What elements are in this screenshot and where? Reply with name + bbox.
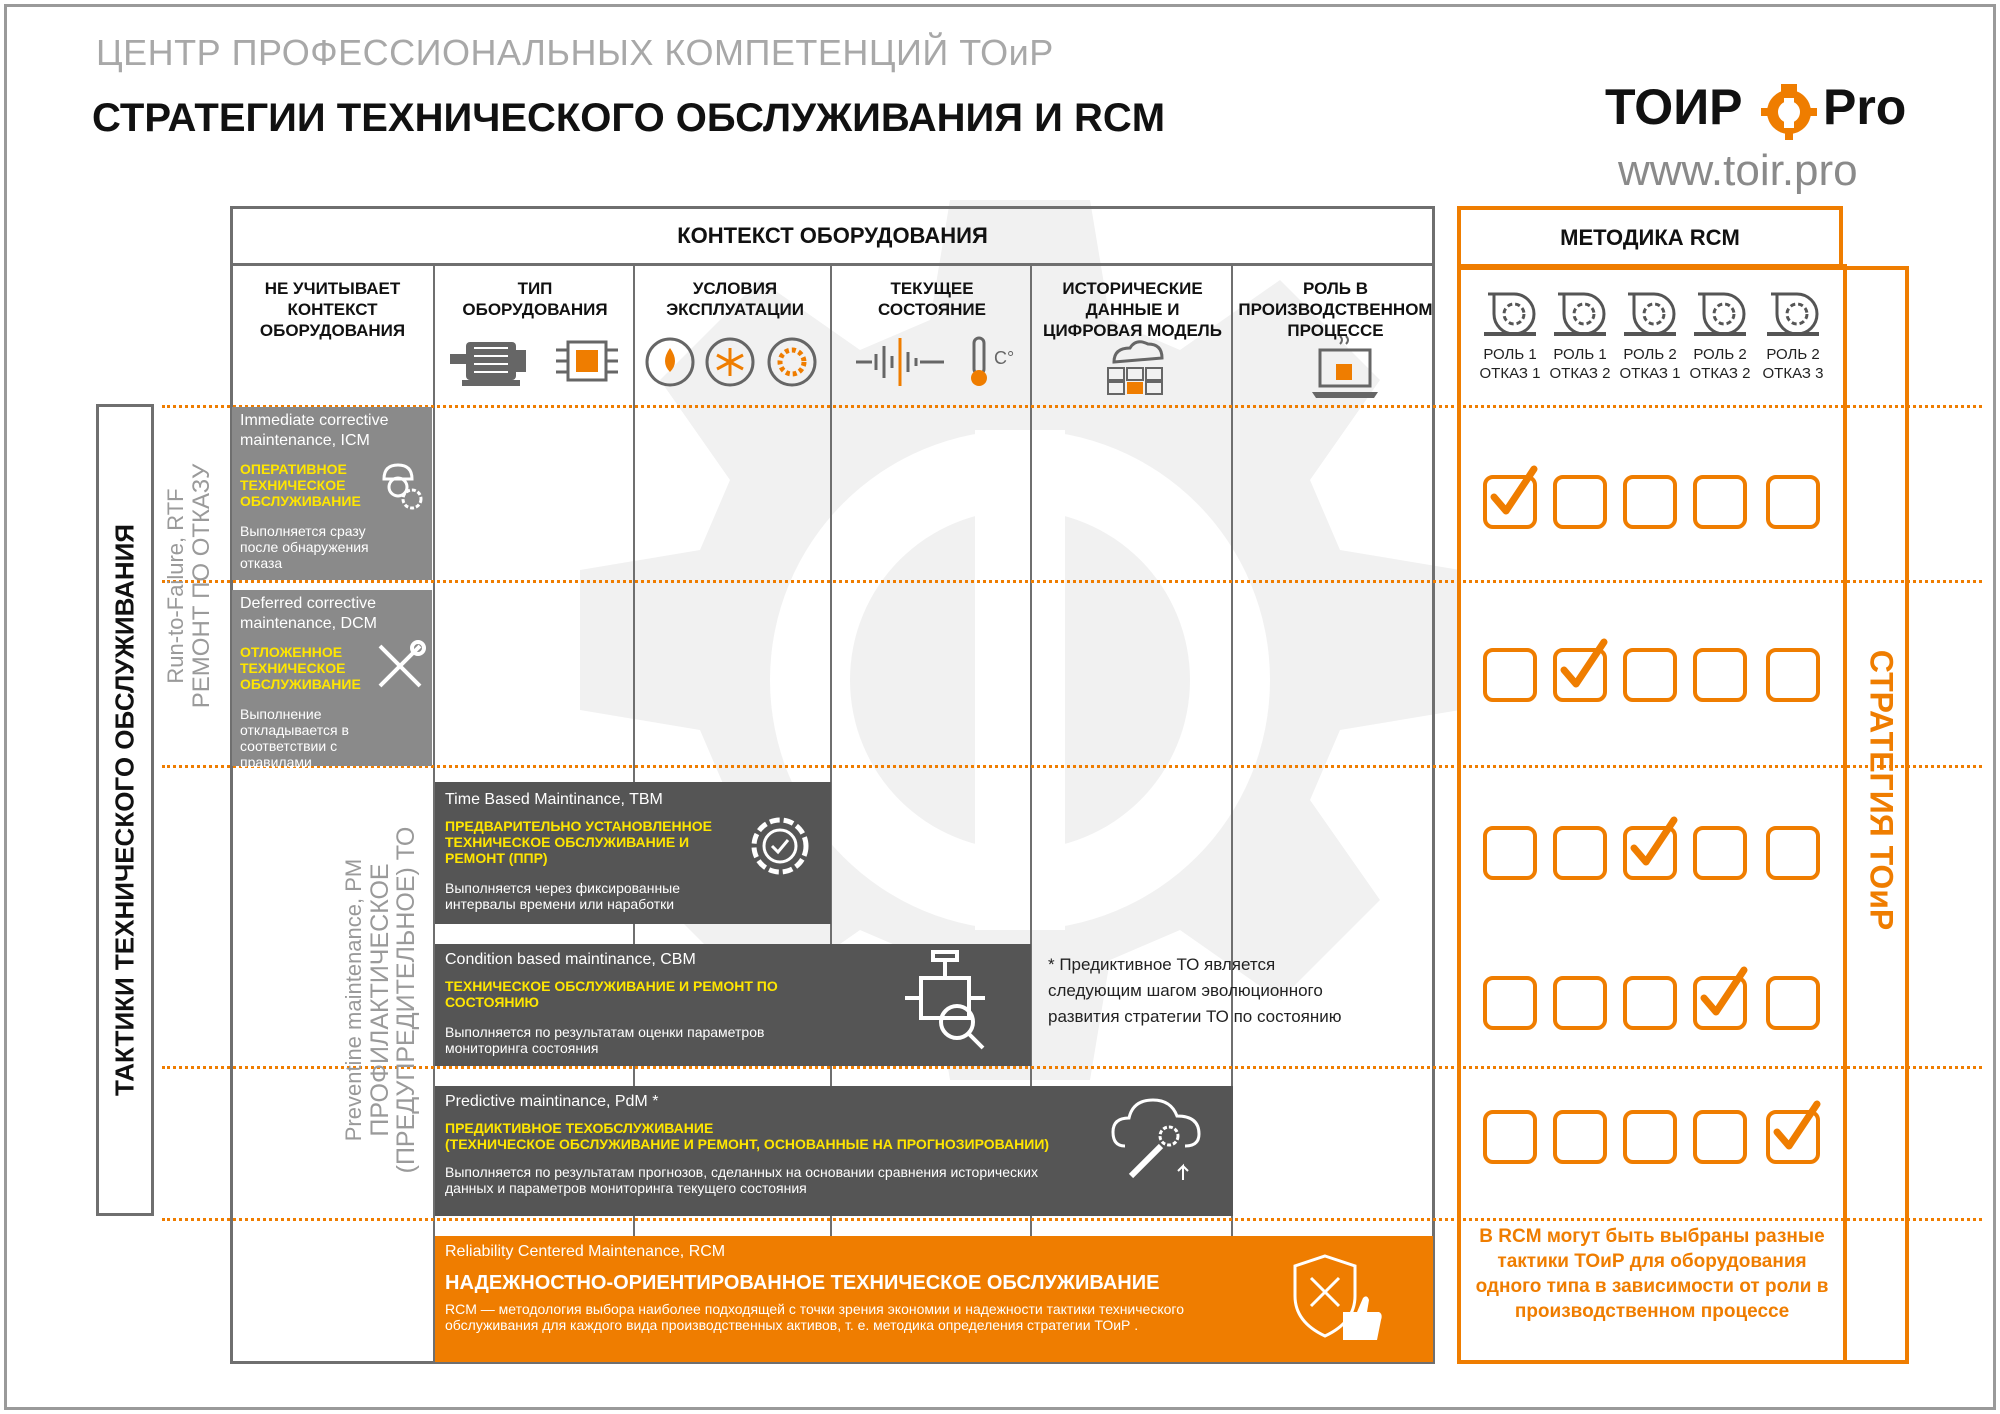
strategy-checkbox[interactable] (1623, 648, 1677, 702)
strategy-checkbox[interactable] (1766, 648, 1820, 702)
rcm-ru: НАДЕЖНОСТНО-ОРИЕНТИРОВАННОЕ ТЕХНИЧЕСКОЕ ОБСЛУЖИВАНИЕ (445, 1272, 1160, 1294)
column-title-current-state: ТЕКУЩЕЕ СОСТОЯНИЕ (878, 279, 986, 319)
dcm-cell (232, 590, 432, 770)
strategy-checkbox[interactable] (1553, 976, 1607, 1030)
role-line: РОЛЬ 1 (1483, 346, 1537, 363)
strategy-checkbox[interactable] (1693, 475, 1747, 529)
rcm-desc: RCM — методология выбора наиболее подходящей с точки зрения экономии и надежности тактики технического обслуживания для каждого вида производственных активов, т. е. методика определения стратегии ТОиР . (445, 1301, 1184, 1333)
strategy-checkbox[interactable] (1693, 826, 1747, 880)
brand-right: Pro (1823, 79, 1907, 135)
tbm-cell (435, 782, 831, 924)
check-mark-icon (1558, 638, 1612, 696)
role-label (1758, 345, 1828, 383)
cbm-en: Condition based maintinance, CBM (445, 951, 696, 968)
database-cloud-icon (1104, 338, 1166, 400)
wrench-screwdriver-icon (372, 638, 428, 694)
brand-gear-icon (1753, 78, 1825, 142)
failure-line: ОТКАЗ 1 (1479, 365, 1541, 382)
tbm-desc: Выполняется через фиксированные интервалы времени или наработки (445, 880, 681, 912)
pm-label (341, 827, 419, 1174)
rcm-note: В RCM могут быть выбраны разные тактики ТОиР для оборудования одного типа в зависимости от роли в производственном процессе (1475, 1226, 1829, 1322)
pump-icon (1552, 288, 1608, 338)
tbm-en: Time Based Maintinance, TBM (445, 791, 663, 808)
rcm-strategy-cell (435, 1236, 1433, 1362)
icm-en: Immediate corrective maintenance, ICM (240, 412, 389, 449)
pdm-cell (435, 1086, 1233, 1216)
tactics-side-label: ТАКТИКИ ТЕХНИЧЕСКОГО ОБСЛУЖИВАНИЯ (109, 524, 140, 1096)
pump-icon (1765, 288, 1821, 338)
strategy-checkbox[interactable] (1693, 1110, 1747, 1164)
brand-url[interactable]: www.toir.pro (1618, 146, 1858, 195)
context-header: КОНТЕКСТ ОБОРУДОВАНИЯ (230, 206, 1435, 266)
role-label (1545, 345, 1615, 383)
check-mark-icon (1628, 816, 1682, 874)
role-line: РОЛЬ 2 (1623, 346, 1677, 363)
strategy-checkbox[interactable] (1623, 475, 1677, 529)
failure-line: ОТКАЗ 3 (1762, 365, 1824, 382)
strategy-label: СТРАТЕГИЯ ТОиР (1863, 649, 1900, 931)
role-label (1615, 345, 1685, 383)
valve-magnifier-icon (903, 948, 993, 1060)
pump-icon (1482, 288, 1538, 338)
rtf-label (163, 464, 215, 708)
dcm-ru: ОТЛОЖЕННОЕ ТЕХНИЧЕСКОЕ ОБСЛУЖИВАНИЕ (240, 644, 361, 692)
strategy-checkbox[interactable] (1766, 976, 1820, 1030)
pump-icon (1622, 288, 1678, 338)
page-title: СТРАТЕГИИ ТЕХНИЧЕСКОГО ОБСЛУЖИВАНИЯ И RCM (92, 96, 1166, 140)
conditions-icons (644, 336, 824, 388)
pm-label-ru2: (ПРЕДУПРЕДИТЕЛЬНОЕ) ТО (392, 826, 420, 1174)
check-mark-icon (1771, 1100, 1825, 1158)
column-title-historical-data: ИСТОРИЧЕСКИЕ ДАННЫЕ И ЦИФРОВАЯ МОДЕЛЬ (1043, 279, 1222, 340)
strategy-checkbox[interactable] (1483, 826, 1537, 880)
column-title-role: РОЛЬ В ПРОИЗВОДСТВЕННОМ ПРОЦЕССЕ (1238, 279, 1433, 340)
column-title-equipment-type: ТИП ОБОРУДОВАНИЯ (462, 279, 608, 319)
brand-logo (1605, 78, 1925, 142)
rcm-en: Reliability Centered Maintenance, RCM (445, 1243, 726, 1260)
pdm-note: * Предиктивное ТО является следующим шагом эволюционного развития стратегии ТО по состоянию (1048, 955, 1342, 1026)
org-title: ЦЕНТР ПРОФЕССИОНАЛЬНЫХ КОМПЕТЕНЦИЙ ТОиР (96, 32, 1054, 73)
pdm-desc: Выполняется по результатам прогнозов, сделанных на основании сравнения исторических данных и параметров мониторинга текущего состояния (445, 1164, 1038, 1196)
failure-line: ОТКАЗ 2 (1689, 365, 1751, 382)
strategy-checkbox[interactable] (1623, 1110, 1677, 1164)
cloud-wrench-icon (1111, 1096, 1211, 1186)
rcm-header: МЕТОДИКА RCM (1457, 206, 1843, 268)
column-title-no-context: НЕ УЧИТЫВАЕТ КОНТЕКСТ ОБОРУДОВАНИЯ (259, 279, 406, 340)
strategy-checkbox[interactable] (1623, 976, 1677, 1030)
strategy-checkbox[interactable] (1766, 475, 1820, 529)
pdm-ru1: ПРЕДИКТИВНОЕ ТЕХОБСЛУЖИВАНИЕ (445, 1120, 714, 1136)
gear-clock-icon (740, 806, 820, 886)
dcm-en: Deferred corrective maintenance, DCM (240, 595, 377, 632)
dcm-desc: Выполнение откладывается в соответствии с правилами (240, 706, 349, 770)
icm-desc: Выполняется сразу после обнаружения отказа (240, 523, 369, 571)
strategy-checkbox[interactable] (1553, 1110, 1607, 1164)
cbm-desc: Выполняется по результатам оценки параметров мониторинга состояния (445, 1024, 765, 1056)
strategy-checkbox[interactable] (1483, 648, 1537, 702)
icm-ru: ОПЕРАТИВНОЕ ТЕХНИЧЕСКОЕ ОБСЛУЖИВАНИЕ (240, 461, 361, 509)
strategy-checkbox[interactable] (1553, 826, 1607, 880)
shield-thumbs-up-icon (1285, 1252, 1385, 1348)
svg-text:C°: C° (994, 348, 1015, 368)
motor-icon (446, 334, 536, 388)
check-mark-icon (1488, 465, 1542, 523)
cbm-ru: ТЕХНИЧЕСКОЕ ОБСЛУЖИВАНИЕ И РЕМОНТ ПО СОСТОЯНИЮ (445, 978, 778, 1010)
strategy-checkbox[interactable] (1483, 976, 1537, 1030)
failure-line: ОТКАЗ 1 (1619, 365, 1681, 382)
rtf-label-ru: РЕМОНТ ПО ОТКАЗУ (188, 463, 215, 709)
pdm-ru2: (ТЕХНИЧЕСКОЕ ОБСЛУЖИВАНИЕ И РЕМОНТ, ОСНОВАННЫЕ НА ПРОГНОЗИРОВАНИИ) (445, 1136, 1050, 1152)
vibration-thermometer-icon (854, 334, 1024, 390)
role-label (1475, 345, 1545, 383)
pdm-en: Predictive maintinance, PdM * (445, 1093, 659, 1110)
role-line: РОЛЬ 2 (1693, 346, 1747, 363)
strategy-checkbox[interactable] (1483, 1110, 1537, 1164)
strategy-checkbox[interactable] (1766, 826, 1820, 880)
failure-line: ОТКАЗ 2 (1549, 365, 1611, 382)
role-line: РОЛЬ 1 (1553, 346, 1607, 363)
tbm-ru: ПРЕДВАРИТЕЛЬНО УСТАНОВЛЕННОЕ ТЕХНИЧЕСКОЕ ОБСЛУЖИВАНИЕ И РЕМОНТ (ППР) (445, 818, 712, 866)
strategy-checkbox[interactable] (1553, 475, 1607, 529)
pump-icon (1692, 288, 1748, 338)
chip-icon (552, 334, 622, 390)
strategy-checkbox[interactable] (1693, 648, 1747, 702)
cbm-cell (435, 944, 1031, 1066)
check-mark-icon (1698, 966, 1752, 1024)
rtf-label-en: Run-to-Failure, RTF (163, 488, 188, 684)
pm-label-ru1: ПРОФИЛАКТИЧЕСКОЕ (366, 863, 394, 1137)
brand-left: ТОИР (1605, 79, 1743, 135)
column-title-conditions: УСЛОВИЯ ЭКСПЛУАТАЦИИ (666, 279, 804, 319)
rcm-strip (1843, 264, 1847, 1364)
role-line: РОЛЬ 2 (1766, 346, 1820, 363)
worker-gear-icon (372, 459, 426, 513)
role-label (1685, 345, 1755, 383)
rcm-panel (1457, 266, 1909, 1364)
icm-cell (232, 407, 432, 580)
laptop-process-icon (1310, 336, 1380, 402)
pm-label-en: Preventine maintenance, PM (341, 858, 366, 1142)
